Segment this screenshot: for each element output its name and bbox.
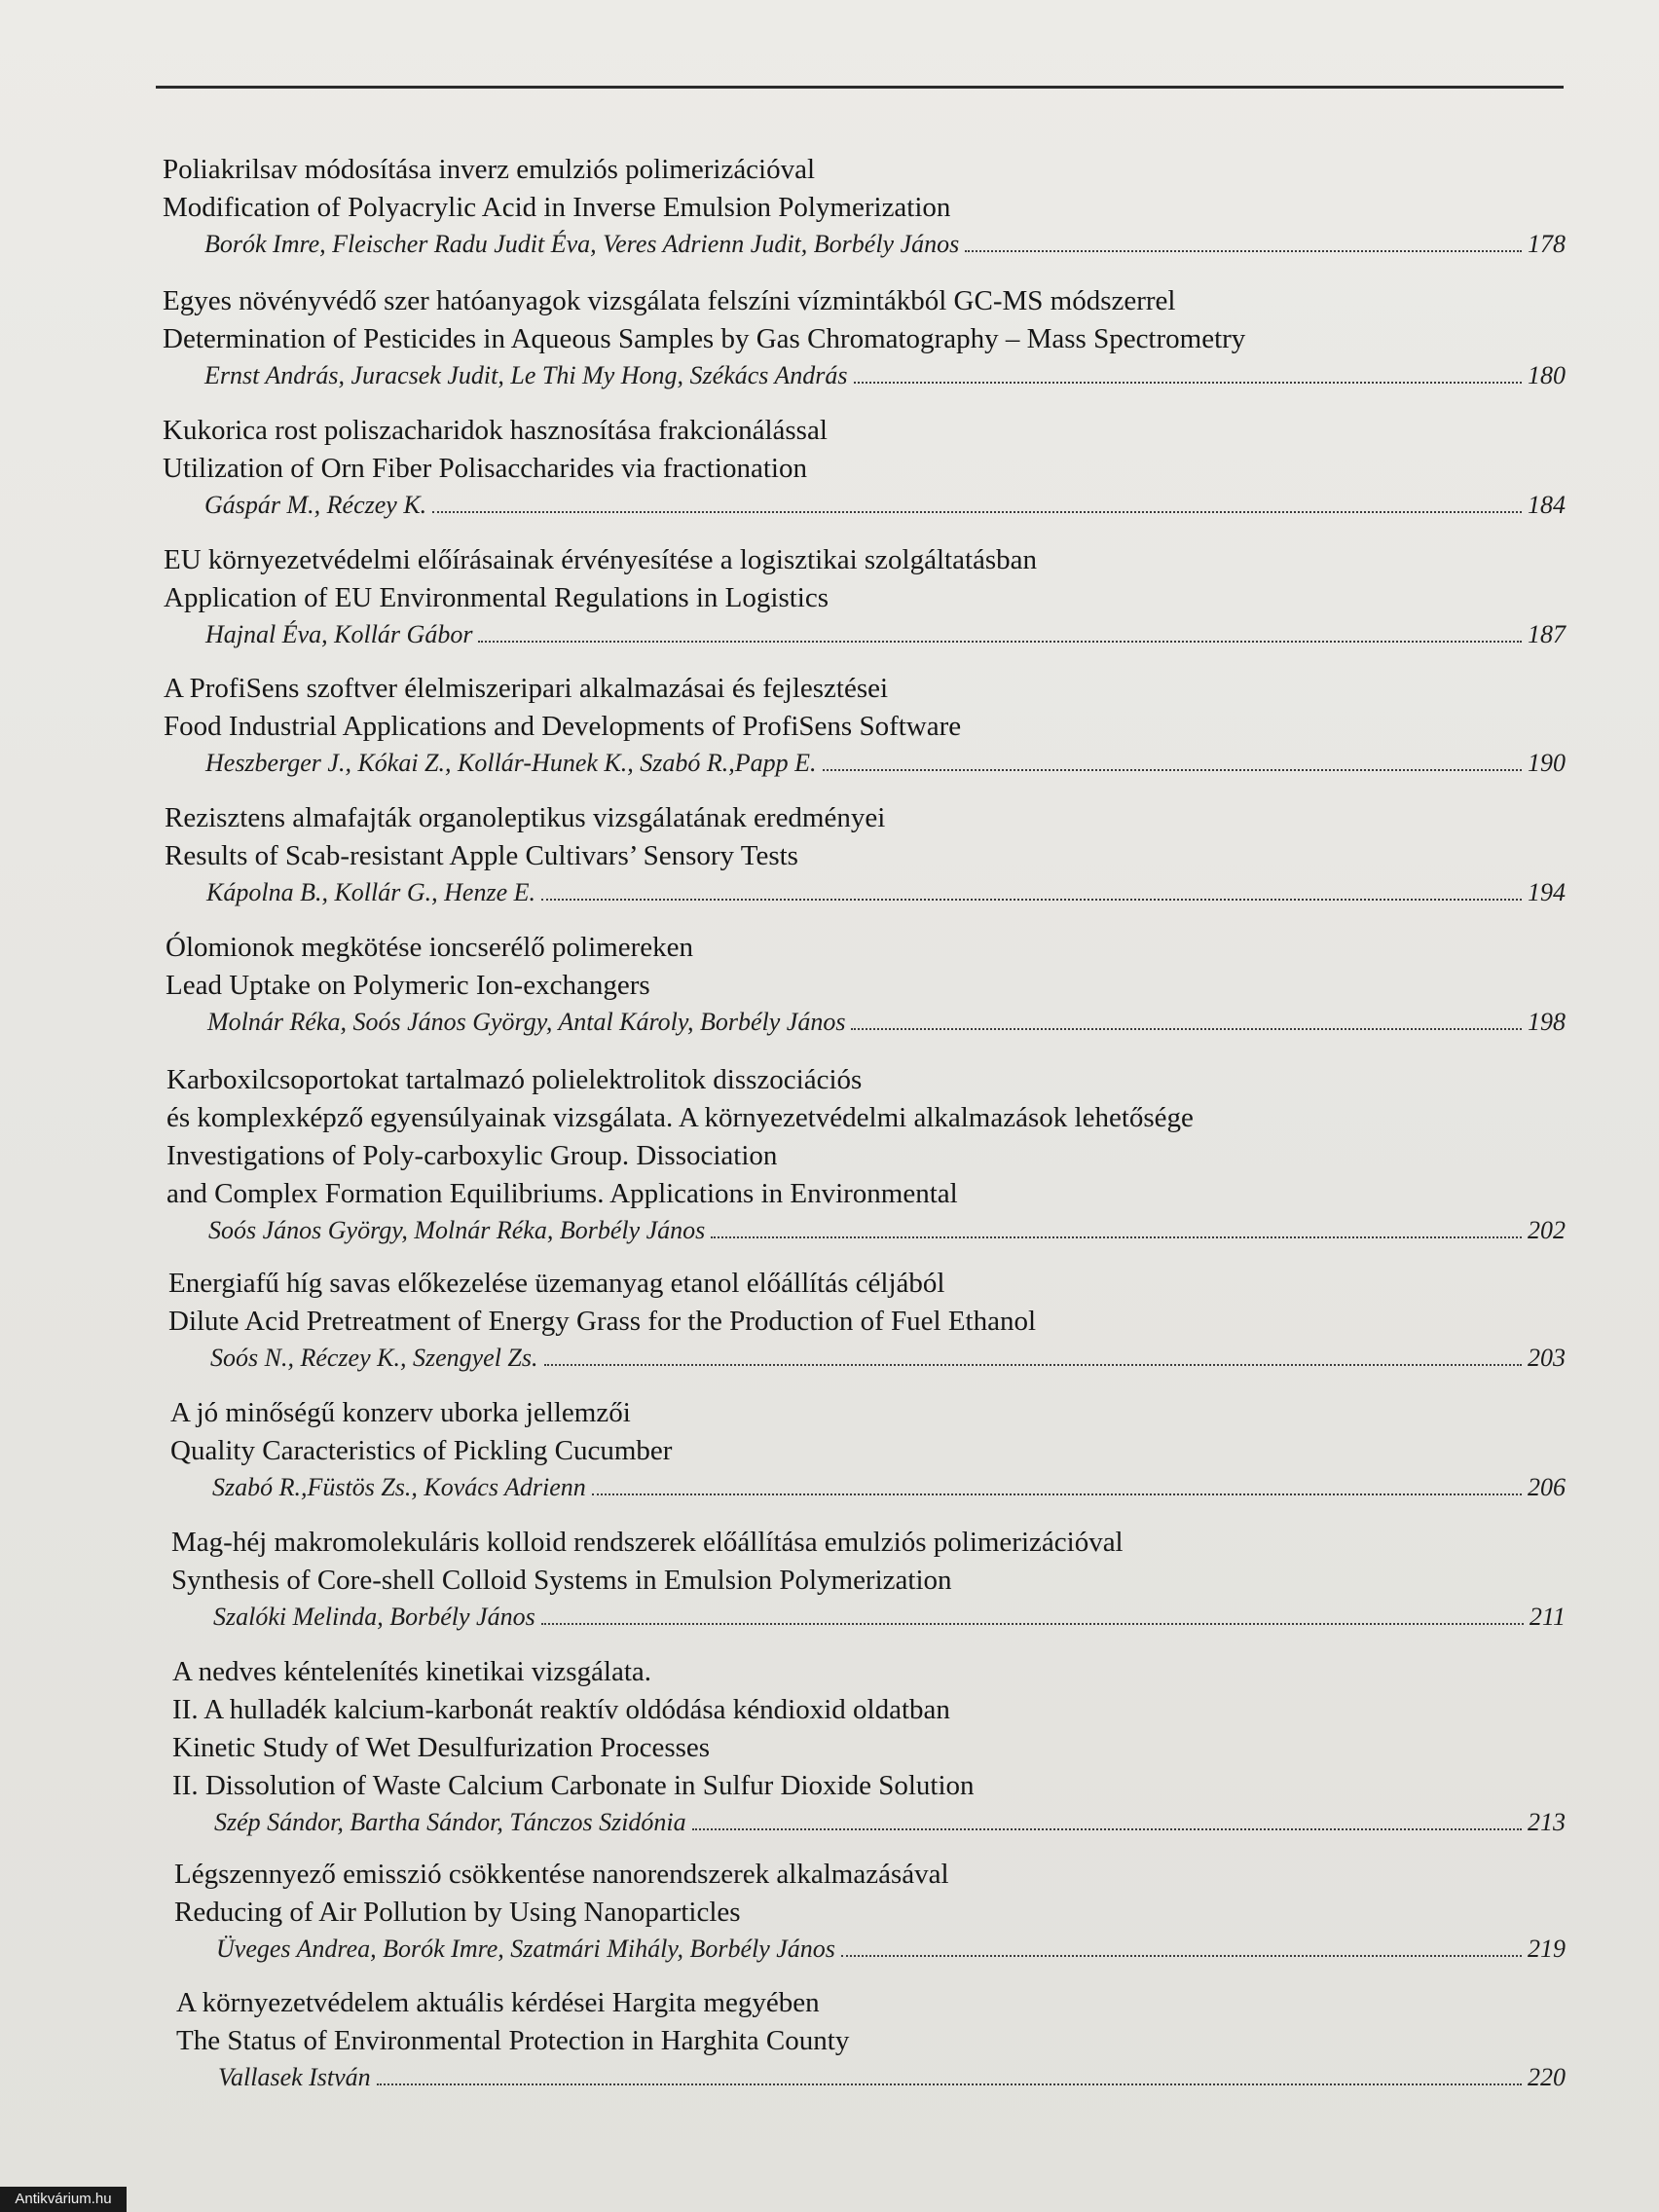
entry-authors-row	[218, 2060, 1566, 2095]
entry-title-line: Karboxilcsoportokat tartalmazó polielektrolitok disszociációs	[166, 1064, 863, 1095]
entry-title-line: Results of Scab-resistant Apple Cultivars’ Sensory Tests	[165, 840, 798, 871]
entry-authors: Heszberger J., Kókai Z., Kollár-Hunek K., Szabó R.,Papp E.	[205, 749, 817, 777]
entry-title-line: Kukorica rost poliszacharidok hasznosítása frakcionálással	[163, 415, 828, 446]
entry-title-line: Dilute Acid Pretreatment of Energy Grass for the Production of Fuel Ethanol	[168, 1306, 1037, 1337]
entry-title-line: Ólomionok megkötése ioncserélő polimereken	[166, 932, 693, 963]
entry-title-line: Kinetic Study of Wet Desulfurization Processes	[172, 1732, 711, 1763]
dot-leader	[854, 382, 1522, 384]
entry-page-number: 178	[1528, 230, 1566, 258]
dot-leader	[851, 1028, 1522, 1030]
toc-entry	[166, 929, 1566, 1040]
entry-authors-row	[206, 875, 1566, 910]
dot-leader	[541, 899, 1522, 901]
entry-title-line: Application of EU Environmental Regulations in Logistics	[164, 582, 830, 613]
entry-authors-row	[216, 1932, 1566, 1967]
entry-authors: Kápolna B., Kollár G., Henze E.	[206, 878, 535, 906]
dot-leader	[478, 641, 1522, 643]
entry-authors-row	[205, 617, 1566, 652]
dot-leader	[377, 2083, 1522, 2085]
entry-page-number: 219	[1528, 1935, 1566, 1963]
toc-entry	[174, 1856, 1566, 1967]
entry-title-line: Mag-héj makromolekuláris kolloid rendszerek előállítása emulziós polimerizációval	[171, 1527, 1124, 1558]
toc-entry	[163, 282, 1566, 393]
entry-title-line: A nedves kéntelenítés kinetikai vizsgálata.	[172, 1656, 652, 1687]
dot-leader	[965, 250, 1522, 252]
dot-leader	[823, 769, 1522, 771]
entry-authors: Soós János György, Molnár Réka, Borbély János	[208, 1216, 706, 1244]
entry-title-line: Determination of Pesticides in Aqueous Samples by Gas Chromatography – Mass Spectrometry	[163, 323, 1246, 354]
entry-title-line: Lead Uptake on Polymeric Ion-exchangers	[166, 970, 650, 1001]
entry-authors: Gáspár M., Réczey K.	[204, 491, 427, 519]
dot-leader	[692, 1828, 1522, 1830]
entry-title-line: Reducing of Air Pollution by Using Nanoparticles	[174, 1897, 741, 1928]
entry-page-number: 211	[1529, 1603, 1566, 1631]
entry-page-number: 180	[1528, 361, 1566, 389]
entry-authors-row	[213, 1600, 1566, 1635]
entry-page-number: 187	[1528, 620, 1566, 648]
entry-title-line: and Complex Formation Equilibriums. Applications in Environmental	[166, 1178, 958, 1209]
entry-authors-row	[212, 1470, 1566, 1505]
entry-title-line: A ProfiSens szoftver élelmiszeripari alkalmazásai és fejlesztései	[164, 673, 889, 704]
entry-page-number: 220	[1528, 2063, 1566, 2091]
entry-authors-row	[204, 488, 1566, 523]
entry-authors-row	[208, 1213, 1566, 1248]
toc-entry	[164, 670, 1566, 781]
entry-title-line: Egyes növényvédő szer hatóanyagok vizsgálata felszíni vízmintákból GC-MS módszerrel	[163, 285, 1176, 316]
toc-entry	[170, 1394, 1566, 1505]
entry-title-line: A környezetvédelem aktuális kérdései Hargita megyében	[176, 1987, 820, 2018]
toc-entry	[168, 1265, 1566, 1376]
entry-title-line: II. Dissolution of Waste Calcium Carbonate in Sulfur Dioxide Solution	[172, 1770, 975, 1801]
dot-leader	[711, 1236, 1522, 1238]
entry-title-line: Légszennyező emisszió csökkentése nanorendszerek alkalmazásával	[174, 1859, 949, 1890]
entry-page-number: 194	[1528, 878, 1566, 906]
entry-authors: Borók Imre, Fleischer Radu Judit Éva, Veres Adrienn Judit, Borbély János	[204, 230, 960, 258]
entry-title-line: EU környezetvédelmi előírásainak érvényesítése a logisztikai szolgáltatásban	[164, 544, 1038, 575]
toc-entry	[165, 799, 1566, 910]
entry-title-line: Energiafű híg savas előkezelése üzemanyag etanol előállítás céljából	[168, 1268, 945, 1299]
entry-title-line: Poliakrilsav módosítása inverz emulziós polimerizációval	[163, 154, 816, 185]
entry-page-number: 190	[1528, 749, 1566, 777]
entry-title-line: Modification of Polyacrylic Acid in Inverse Emulsion Polymerization	[163, 192, 951, 223]
entry-title-line: II. A hulladék kalcium-karbonát reaktív oldódása kéndioxid oldatban	[172, 1694, 950, 1725]
entry-page-number: 198	[1528, 1008, 1566, 1036]
dot-leader	[544, 1364, 1522, 1366]
entry-title-line: Food Industrial Applications and Developments of ProfiSens Software	[164, 711, 962, 742]
entry-page-number: 202	[1528, 1216, 1566, 1244]
entry-authors: Szabó R.,Füstös Zs., Kovács Adrienn	[212, 1473, 586, 1501]
toc-entry	[163, 151, 1566, 262]
entry-title-line: Rezisztens almafajták organoleptikus vizsgálatának eredményei	[165, 802, 886, 833]
entry-authors-row	[204, 227, 1566, 262]
entry-authors-row	[214, 1805, 1566, 1840]
entry-authors: Hajnal Éva, Kollár Gábor	[205, 620, 473, 648]
entry-authors: Szalóki Melinda, Borbély János	[213, 1603, 535, 1631]
entry-authors-row	[207, 1005, 1566, 1040]
toc-entry	[166, 1061, 1566, 1248]
entry-authors: Ernst András, Juracsek Judit, Le Thi My Hong, Székács András	[204, 361, 848, 389]
entry-page-number: 203	[1528, 1344, 1566, 1372]
toc-entry	[172, 1653, 1566, 1840]
entry-authors: Szép Sándor, Bartha Sándor, Tánczos Szidónia	[214, 1808, 686, 1836]
entry-authors: Vallasek István	[218, 2063, 371, 2091]
entry-authors: Üveges Andrea, Borók Imre, Szatmári Mihály, Borbély János	[216, 1935, 835, 1963]
entry-authors: Molnár Réka, Soós János György, Antal Károly, Borbély János	[207, 1008, 846, 1036]
entry-page-number: 184	[1528, 491, 1566, 519]
entry-authors-row	[204, 358, 1566, 393]
entry-title-line: The Status of Environmental Protection in Harghita County	[176, 2025, 850, 2056]
entry-title-line: és komplexképző egyensúlyainak vizsgálata. A környezetvédelmi alkalmazások lehetősége	[166, 1102, 1194, 1133]
watermark: Antikvárium.hu	[0, 2187, 127, 2212]
entry-title-line: Utilization of Orn Fiber Polisaccharides via fractionation	[163, 453, 807, 484]
entry-authors-row	[210, 1341, 1566, 1376]
dot-leader	[841, 1955, 1522, 1957]
entry-title-line: Synthesis of Core-shell Colloid Systems in Emulsion Polymerization	[171, 1565, 952, 1596]
entry-page-number: 213	[1528, 1808, 1566, 1836]
toc-entry	[163, 412, 1566, 523]
toc-entry	[164, 541, 1566, 652]
entry-authors-row	[205, 746, 1566, 781]
entry-title-line: Investigations of Poly-carboxylic Group. Dissociation	[166, 1140, 778, 1171]
toc-entry	[171, 1524, 1566, 1635]
dot-leader	[541, 1623, 1524, 1625]
dot-leader	[432, 511, 1522, 513]
toc-entry	[176, 1984, 1566, 2095]
entry-authors: Soós N., Réczey K., Szengyel Zs.	[210, 1344, 538, 1372]
entry-title-line: A jó minőségű konzerv uborka jellemzői	[170, 1397, 631, 1428]
dot-leader	[592, 1493, 1522, 1495]
entry-page-number: 206	[1528, 1473, 1566, 1501]
entry-title-line: Quality Caracteristics of Pickling Cucumber	[170, 1435, 673, 1466]
